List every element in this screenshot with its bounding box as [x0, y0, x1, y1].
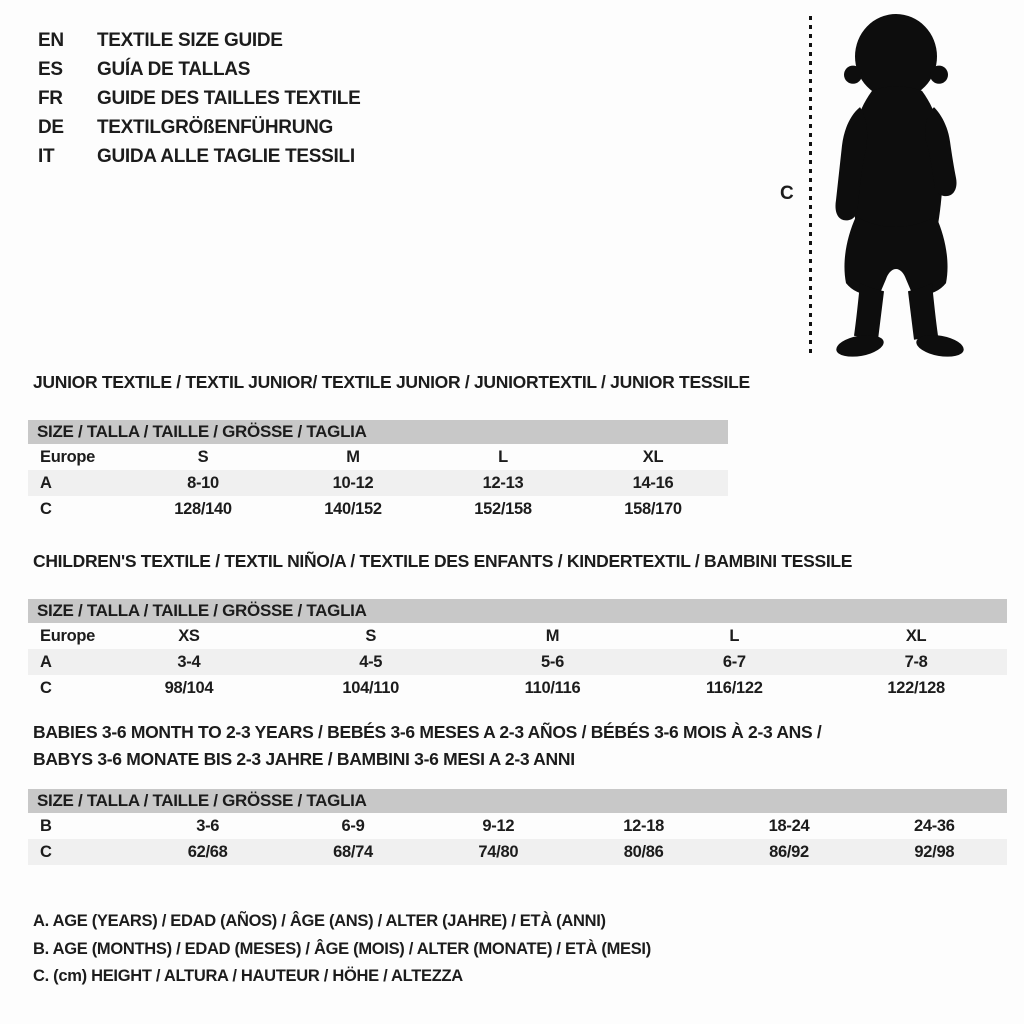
children-section-heading: CHILDREN'S TEXTILE / TEXTIL NIÑO/A / TEXTILE DES ENFANTS / KINDERTEXTIL / BAMBINI TESSILE — [33, 551, 853, 571]
table-row-europe — [28, 623, 1007, 649]
table-cell: 3-6 — [196, 816, 220, 835]
table-cell: 9-12 — [482, 816, 515, 835]
language-row — [38, 113, 360, 142]
language-title: GUIDA ALLE TAGLIE TESSILI — [97, 145, 355, 167]
table-cell: 8-10 — [187, 473, 219, 492]
table-cell: 128/140 — [174, 499, 232, 518]
table-cell: 3-4 — [177, 652, 201, 671]
table-cell: XL — [642, 447, 664, 466]
legend-line-a: A. AGE (YEARS) / EDAD (AÑOS) / ÂGE (ANS) / ALTER (JAHRE) / ETÀ (ANNI) — [33, 912, 606, 930]
language-row — [38, 84, 360, 113]
language-title: TEXTILGRÖßENFÜHRUNG — [97, 116, 334, 138]
language-title: GUIDE DES TAILLES TEXTILE — [97, 87, 361, 109]
table-cell: 122/128 — [887, 678, 945, 697]
junior-section-heading: JUNIOR TEXTILE / TEXTIL JUNIOR/ TEXTILE JUNIOR / JUNIORTEXTIL / JUNIOR TESSILE — [33, 372, 750, 392]
table-row-height — [28, 496, 728, 522]
table-cell: 62/68 — [187, 842, 228, 861]
table-cell: 158/170 — [624, 499, 682, 518]
junior-section — [28, 369, 750, 522]
table-cell: 6-7 — [722, 652, 746, 671]
size-table-header-label: SIZE / TALLA / TAILLE / GRÖSSE / TAGLIA — [37, 791, 367, 810]
table-row-height — [28, 839, 1007, 865]
table-cell: M — [346, 447, 360, 466]
table-cell: 4-5 — [359, 652, 383, 671]
table-cell: 12-18 — [623, 816, 664, 835]
table-cell: L — [498, 447, 508, 466]
height-dotted-line — [809, 16, 812, 356]
size-table-header-label: SIZE / TALLA / TAILLE / GRÖSSE / TAGLIA — [37, 601, 367, 620]
legend-line-c: C. (cm) HEIGHT / ALTURA / HAUTEUR / HÖHE / ALTEZZA — [33, 967, 463, 985]
table-cell: XL — [905, 626, 927, 645]
size-table-header-bar — [28, 599, 1007, 623]
row-label: A — [40, 473, 52, 492]
table-cell: 140/152 — [324, 499, 382, 518]
language-code: FR — [38, 87, 63, 109]
language-title: TEXTILE SIZE GUIDE — [97, 29, 283, 51]
language-code: DE — [38, 116, 64, 138]
language-row — [38, 142, 360, 171]
babies-heading-line2: BABYS 3-6 MONATE BIS 2-3 JAHRE / BAMBINI 3-6 MESI A 2-3 ANNI — [33, 749, 575, 769]
table-cell: L — [729, 626, 740, 645]
row-label: B — [40, 816, 52, 835]
table-row-age — [28, 649, 1007, 675]
language-code: IT — [38, 145, 55, 167]
table-cell: 10-12 — [332, 473, 374, 492]
table-cell: 152/158 — [474, 499, 532, 518]
babies-size-table — [28, 789, 1007, 865]
language-title-list — [38, 26, 360, 171]
table-cell: 110/116 — [524, 678, 581, 697]
language-row — [38, 55, 360, 84]
table-cell: 5-6 — [541, 652, 564, 671]
table-row-height — [28, 675, 1007, 701]
children-size-table — [28, 599, 1007, 701]
table-cell: 116/122 — [705, 678, 763, 697]
babies-section-heading — [33, 719, 1007, 773]
table-cell: M — [545, 626, 560, 645]
row-label: Europe — [40, 447, 96, 466]
row-label: C — [40, 842, 52, 861]
table-cell: 12-13 — [482, 473, 524, 492]
table-cell: XS — [178, 626, 200, 645]
language-row — [38, 26, 360, 55]
row-label: C — [40, 499, 52, 518]
babies-heading-line1: BABIES 3-6 MONTH TO 2-3 YEARS / BEBÉS 3-6 MESES A 2-3 AÑOS / BÉBÉS 3-6 MOIS À 2-3 ANS / — [33, 722, 822, 742]
babies-section — [28, 719, 1007, 865]
table-cell: 80/86 — [623, 842, 664, 861]
table-cell: 68/74 — [333, 842, 373, 861]
table-cell: 24-36 — [913, 816, 955, 835]
table-cell: 104/110 — [342, 678, 400, 697]
table-cell: 92/98 — [914, 842, 955, 861]
table-cell: 74/80 — [478, 842, 519, 861]
size-table-header-label: SIZE / TALLA / TAILLE / GRÖSSE / TAGLIA — [37, 422, 367, 441]
language-code: EN — [38, 29, 64, 51]
table-cell: 6-9 — [341, 816, 365, 835]
table-cell: 86/92 — [769, 842, 809, 861]
junior-size-table — [28, 420, 750, 522]
table-cell: S — [365, 626, 377, 645]
row-label: Europe — [40, 626, 96, 645]
table-row-months — [28, 813, 1007, 839]
toddler-silhouette-image — [822, 14, 982, 358]
table-row-age — [28, 470, 728, 496]
size-table-header-bar — [28, 420, 728, 444]
table-cell: 98/104 — [164, 678, 214, 697]
table-cell: 18-24 — [768, 816, 810, 835]
children-section — [28, 548, 1007, 701]
language-code: ES — [38, 58, 63, 80]
table-cell: S — [197, 447, 209, 466]
measurement-legend — [33, 908, 651, 991]
row-label: A — [40, 652, 52, 671]
height-measure-label: C — [780, 183, 794, 204]
size-table-header-bar — [28, 789, 1007, 813]
row-label: C — [40, 678, 52, 697]
table-cell: 7-8 — [904, 652, 928, 671]
legend-line-b: B. AGE (MONTHS) / EDAD (MESES) / ÂGE (MOIS) / ALTER (MONATE) / ETÀ (MESI) — [33, 939, 651, 958]
table-cell: 14-16 — [632, 473, 674, 492]
table-row-europe — [28, 444, 728, 470]
language-title: GUÍA DE TALLAS — [97, 58, 251, 80]
